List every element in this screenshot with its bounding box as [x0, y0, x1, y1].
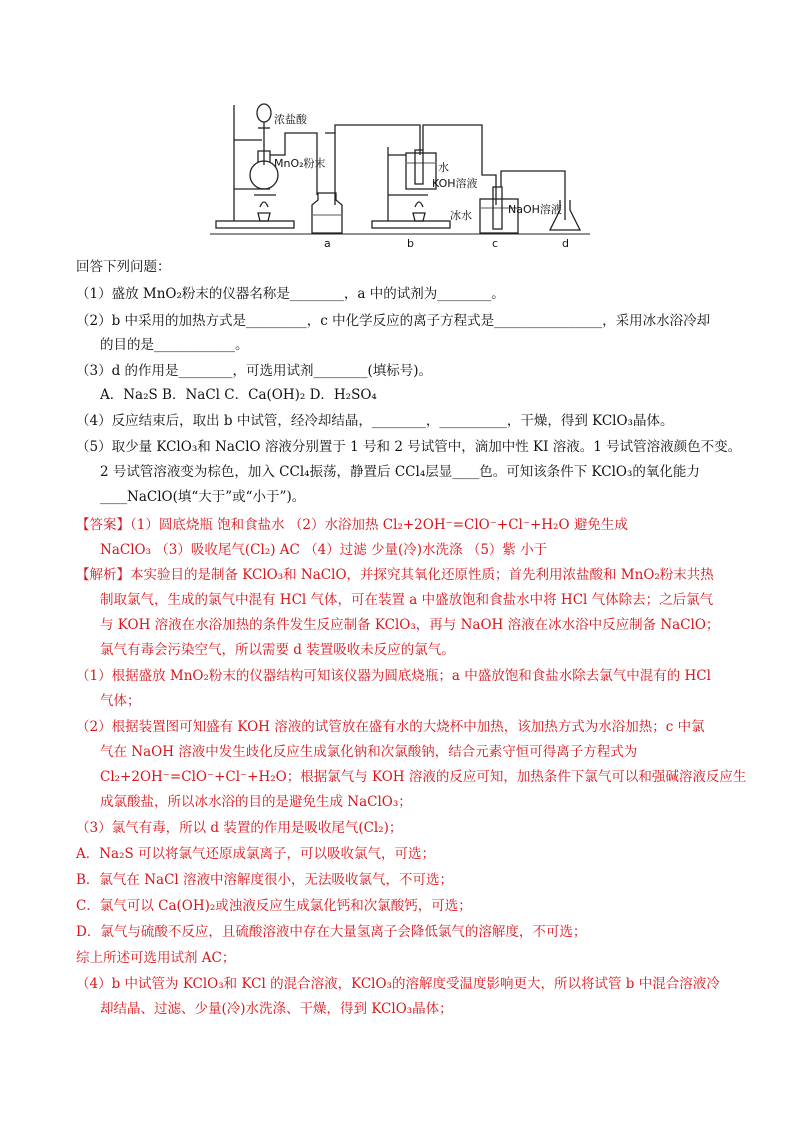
question-1: （1）盛放 MnO₂粉末的仪器名称是________，a 中的试剂为________。 — [76, 286, 505, 302]
question-5-line-3: ____NaClO(填“大于”或“小于”)。 — [100, 489, 306, 505]
label-koh: KOH溶液 — [432, 177, 478, 190]
question-3: （3）d 的作用是________，可选用试剂________(填标号)。 — [76, 363, 433, 379]
label-d: d — [562, 237, 569, 250]
answer-line-1: 【答案】（1）圆底烧瓶 饱和食盐水 （2）水浴加热 Cl₂+2OH⁻=ClO⁻+Cl⁻+H₂O 避免生成 — [76, 517, 628, 533]
analysis-line-3: 与 KOH 溶液在水浴加热的条件发生反应制备 KClO₃，再与 NaOH 溶液在冰水浴中反应制备 NaClO； — [100, 617, 720, 633]
analysis-option-c: C．氯气可以 Ca(OH)₂或浊液反应生成氯化钙和次氯酸钙，可选； — [76, 898, 472, 914]
analysis-line-4: 氯气有毒会污染空气，所以需要 d 装置吸收未反应的氯气。 — [100, 642, 455, 658]
analysis-part-1-b: 气体； — [100, 693, 141, 709]
question-3-options: A．Na₂S B．NaCl C．Ca(OH)₂ D．H₂SO₄ — [100, 387, 377, 403]
label-b: b — [407, 237, 414, 250]
analysis-part-2-d: 成氯酸盐，所以冰水浴的目的是避免生成 NaClO₃； — [100, 794, 412, 810]
label-mno2: MnO₂粉末 — [274, 157, 326, 170]
label-hcl: 浓盐酸 — [274, 113, 307, 126]
analysis-option-d: D．氯气与硫酸不反应，且硫酸溶液中存在大量氢离子会降低氯气的溶解度，不可选； — [76, 924, 587, 940]
question-4: （4）反应结束后，取出 b 中试管，经冷却结晶，________，__________，干燥，得到 KClO₃晶体。 — [76, 413, 674, 429]
question-intro: 回答下列问题： — [76, 259, 171, 275]
analysis-line-2: 制取氯气，生成的氯气中混有 HCl 气体，可在装置 a 中盛放饱和食盐水中将 HCl 气体除去；之后氯气 — [100, 592, 714, 608]
question-5-line-1: （5）取少量 KClO₃和 NaClO 溶液分别置于 1 号和 2 号试管中，滴加中性 KI 溶液。1 号试管溶液颜色不变。 — [76, 439, 742, 455]
analysis-option-b: B．氯气在 NaCl 溶液中溶解度很小，无法吸收氯气，不可选； — [76, 872, 454, 888]
label-naoh: NaOH溶液 — [508, 203, 562, 216]
analysis-summary: 综上所述可选用试剂 AC； — [76, 950, 236, 966]
label-a: a — [324, 237, 331, 250]
label-ice: 冰水 — [450, 209, 472, 222]
analysis-part-4-a: （4）b 中试管为 KClO₃和 KCl 的混合溶液，KClO₃的溶解度受温度影响更大，所以将试管 b 中混合溶液冷 — [76, 976, 720, 992]
label-c: c — [492, 237, 499, 250]
analysis-part-2-a: （2）根据装置图可知盛有 KOH 溶液的试管放在盛有水的大烧杯中加热，该加热方式为水浴加热；c 中氯 — [76, 719, 705, 735]
question-2-line-1: （2）b 中采用的加热方式是_________，c 中化学反应的离子方程式是________________，采用冰水浴冷却 — [76, 313, 711, 329]
analysis-part-3: （3）氯气有毒，所以 d 装置的作用是吸收尾气(Cl₂)； — [76, 820, 403, 836]
analysis-part-4-b: 却结晶、过滤、少量(冷)水洗涤、干燥，得到 KClO₃晶体； — [100, 1001, 453, 1017]
analysis-part-2-c: Cl₂+2OH⁻=ClO⁻+Cl⁻+H₂O；根据氯气与 KOH 溶液的反应可知，加热条件下氯气可以和强碱溶液反应生 — [100, 769, 747, 785]
label-water: 水 — [438, 161, 449, 174]
question-5-line-2: 2 号试管溶液变为棕色，加入 CCl₄振荡，静置后 CCl₄层显____色。可知该条件下 KClO₃的氧化能力 — [100, 464, 700, 480]
analysis-part-1-a: （1）根据盛放 MnO₂粉末的仪器结构可知该仪器为圆底烧瓶；a 中盛放饱和食盐水除去氯气中混有的 HCl — [76, 668, 711, 684]
answer-line-2: NaClO₃ （3）吸收尾气(Cl₂) AC （4）过滤 少量(冷)水洗涤 （5）紫 小于 — [100, 542, 548, 558]
analysis-part-2-b: 气在 NaOH 溶液中发生歧化反应生成氯化钠和次氯酸钠，结合元素守恒可得离子方程式为 — [100, 744, 638, 760]
question-2-line-2: 的目的是____________。 — [100, 337, 249, 353]
analysis-line-1: 【解析】本实验目的是制备 KClO₃和 NaClO，并探究其氧化还原性质；首先利用浓盐酸和 MnO₂粉末共热 — [76, 567, 714, 583]
apparatus-diagram — [210, 95, 590, 250]
analysis-option-a: A．Na₂S 可以将氯气还原成氯离子，可以吸收氯气，可选； — [76, 846, 436, 862]
